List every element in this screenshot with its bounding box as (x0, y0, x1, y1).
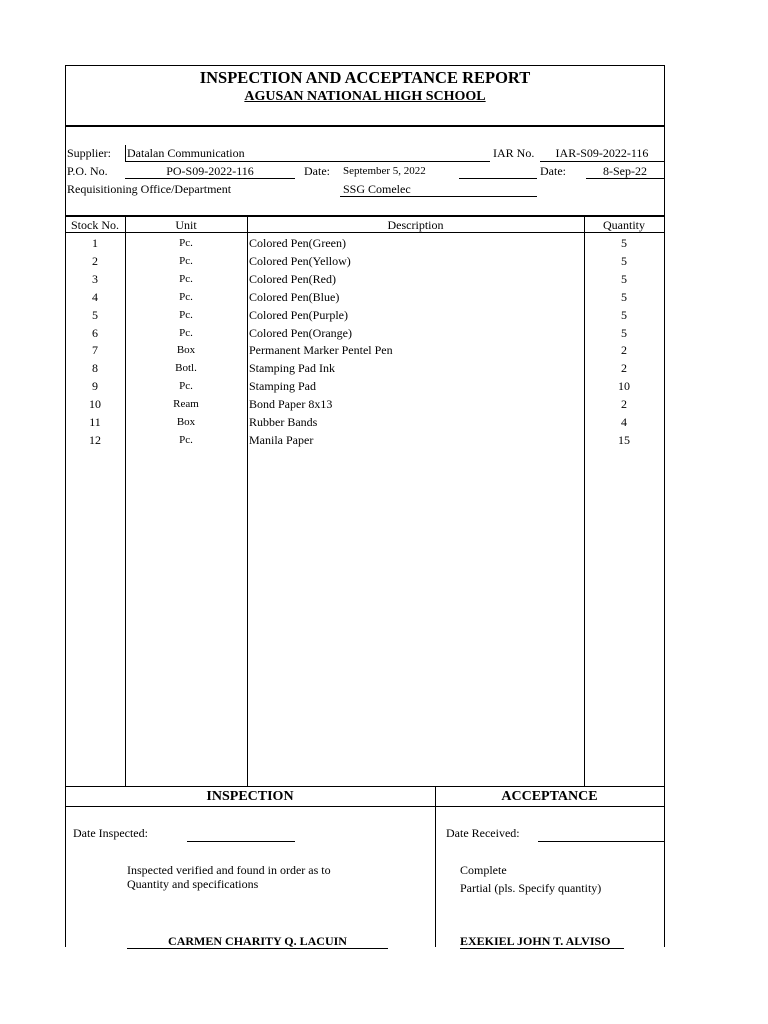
po-date-value: September 5, 2022 (343, 165, 426, 177)
po-no-label: P.O. No. (67, 164, 108, 178)
cell-quantity: 5 (621, 254, 627, 268)
cell-quantity: 5 (621, 308, 627, 322)
option-complete: Complete (460, 863, 507, 877)
table-top-rule (65, 215, 665, 217)
frame-top (65, 65, 665, 66)
cell-description: Manila Paper (249, 433, 314, 447)
cell-stock-no: 2 (92, 254, 98, 268)
cell-stock-no: 5 (92, 308, 98, 322)
cell-stock-no: 3 (92, 272, 98, 286)
section-divider (435, 786, 436, 947)
section-header-rule (65, 806, 665, 807)
date-inspected-line[interactable] (187, 841, 295, 842)
frame-right (664, 65, 665, 947)
cell-unit: Box (176, 416, 196, 428)
cell-stock-no: 7 (92, 343, 98, 357)
office-underline (340, 196, 537, 197)
iar-no-label: IAR No. (493, 146, 535, 160)
cell-description: Permanent Marker Pentel Pen (249, 343, 393, 357)
cell-quantity: 5 (621, 290, 627, 304)
cell-quantity: 2 (621, 361, 627, 375)
col-divider-description (247, 216, 248, 786)
po-date-label: Date: (304, 164, 330, 178)
option-partial: Partial (pls. Specify quantity) (460, 881, 602, 895)
section-top-rule (65, 786, 665, 787)
acceptor-name: EXEKIEL JOHN T. ALVISO (460, 934, 611, 948)
col-header-unit: Unit (175, 218, 197, 232)
cell-description: Bond Paper 8x13 (249, 397, 333, 411)
cell-description: Colored Pen(Yellow) (249, 254, 351, 268)
cell-description: Colored Pen(Blue) (249, 290, 340, 304)
cell-stock-no: 11 (89, 415, 101, 429)
cell-stock-no: 9 (92, 379, 98, 393)
header-divider (65, 125, 665, 127)
supplier-value: Datalan Communication (127, 146, 245, 160)
cell-quantity: 4 (621, 415, 627, 429)
col-header-stock-no: Stock No. (71, 218, 119, 232)
cell-unit: Pc. (179, 327, 193, 339)
cell-stock-no: 12 (89, 433, 101, 447)
inspection-heading: INSPECTION (206, 789, 294, 804)
cell-description: Rubber Bands (249, 415, 318, 429)
cell-description: Colored Pen(Purple) (249, 308, 348, 322)
cell-unit: Pc. (179, 237, 193, 249)
cell-stock-no: 1 (92, 236, 98, 250)
cell-unit: Botl. (175, 362, 197, 374)
cell-unit: Pc. (179, 434, 193, 446)
po-date-underline (459, 178, 537, 179)
table-header-rule (65, 232, 665, 233)
school-name: AGUSAN NATIONAL HIGH SCHOOL (244, 89, 486, 104)
cell-description: Colored Pen(Red) (249, 272, 336, 286)
cell-quantity: 5 (621, 236, 627, 250)
cell-quantity: 5 (621, 272, 627, 286)
cell-unit: Pc. (179, 380, 193, 392)
cell-quantity: 2 (621, 397, 627, 411)
acceptor-signature-line (460, 948, 624, 949)
date-inspected-label: Date Inspected: (73, 826, 148, 840)
cell-description: Colored Pen(Orange) (249, 326, 352, 340)
cell-unit: Pc. (179, 309, 193, 321)
inspection-note-line1: Inspected verified and found in order as to (127, 863, 331, 877)
cell-quantity: 2 (621, 343, 627, 357)
cell-description: Colored Pen(Green) (249, 236, 346, 250)
supplier-box-edge (125, 145, 126, 162)
date-received-line[interactable] (538, 841, 664, 842)
iar-date-underline (586, 178, 664, 179)
cell-stock-no: 10 (89, 397, 101, 411)
iar-no-underline (540, 161, 664, 162)
po-no-value: PO-S09-2022-116 (166, 164, 254, 178)
cell-description: Stamping Pad Ink (249, 361, 335, 375)
inspection-note-line2: Quantity and specifications (127, 877, 259, 891)
supplier-label: Supplier: (67, 146, 111, 160)
cell-stock-no: 8 (92, 361, 98, 375)
cell-unit: Pc. (179, 255, 193, 267)
cell-quantity: 15 (618, 433, 630, 447)
cell-unit: Pc. (179, 291, 193, 303)
cell-quantity: 5 (621, 326, 627, 340)
cell-quantity: 10 (618, 379, 630, 393)
cell-stock-no: 6 (92, 326, 98, 340)
iar-date-value: 8-Sep-22 (603, 164, 647, 178)
cell-unit: Box (176, 344, 196, 356)
office-value: SSG Comelec (343, 182, 411, 196)
cell-description: Stamping Pad (249, 379, 317, 393)
cell-stock-no: 4 (92, 290, 98, 304)
form-title: INSPECTION AND ACCEPTANCE REPORT (199, 68, 531, 87)
date-received-label: Date Received: (446, 826, 520, 840)
iar-no-value: IAR-S09-2022-116 (555, 146, 649, 160)
col-header-description: Description (387, 218, 444, 232)
col-header-quantity: Quantity (603, 218, 645, 232)
acceptance-heading: ACCEPTANCE (501, 789, 598, 804)
iar-date-label: Date: (540, 164, 566, 178)
inspector-signature-line (127, 948, 388, 949)
po-no-underline (125, 178, 295, 179)
cell-unit: Pc. (179, 273, 193, 285)
inspector-name: CARMEN CHARITY Q. LACUIN (168, 934, 347, 948)
supplier-underline (125, 161, 490, 162)
cell-unit: Ream (173, 398, 199, 410)
office-label: Requisitioning Office/Department (67, 182, 232, 196)
frame-left (65, 65, 66, 947)
